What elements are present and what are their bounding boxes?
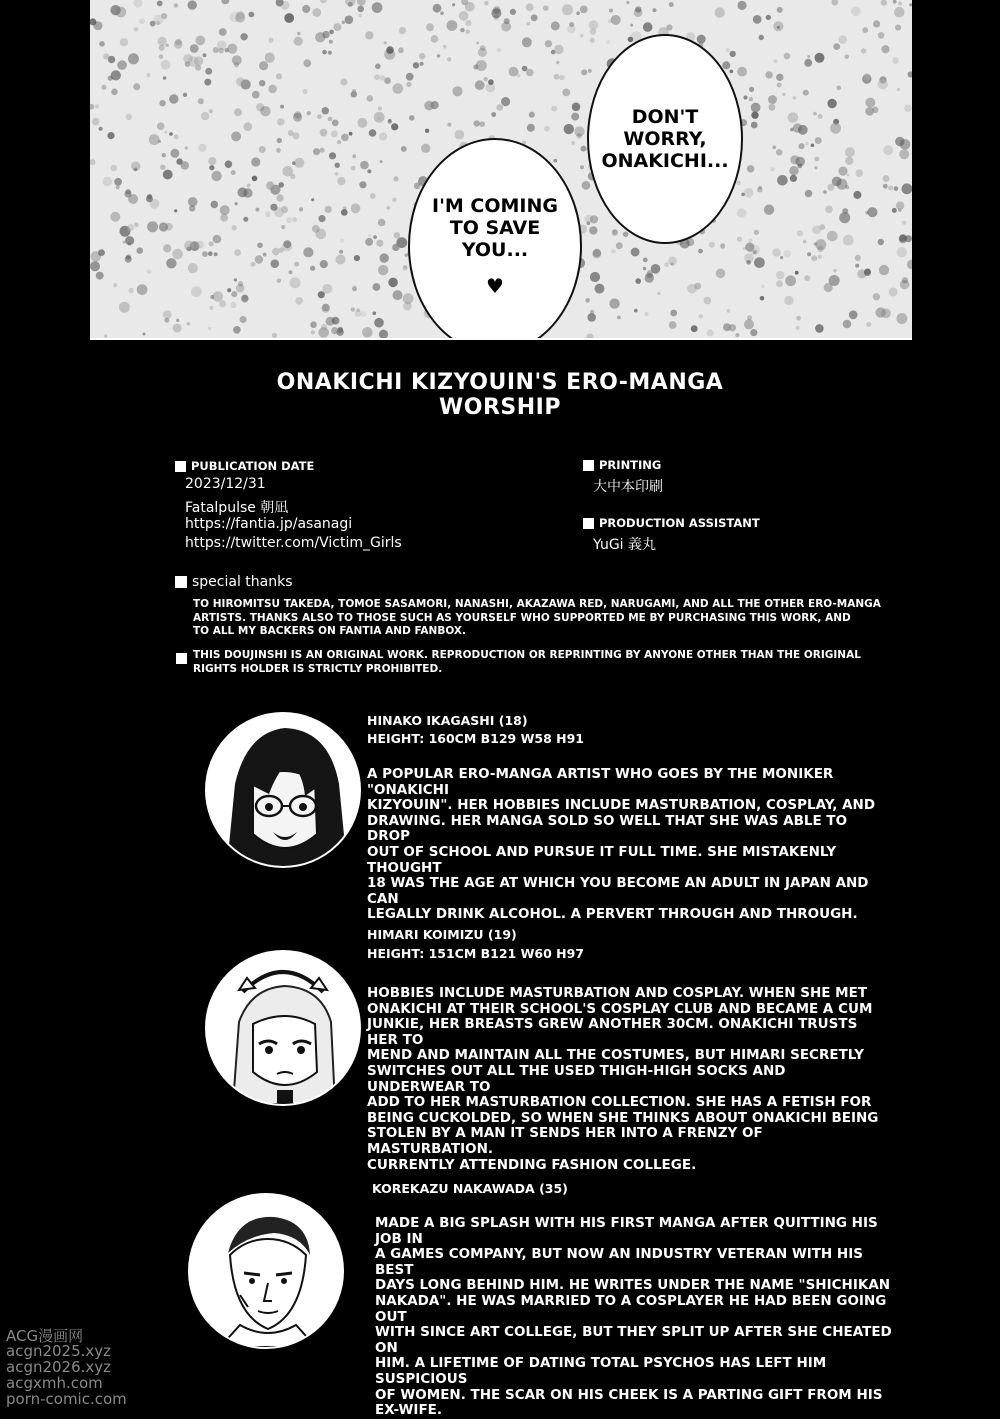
square-bullet-icon — [175, 576, 187, 588]
label-text: special thanks — [192, 574, 293, 590]
bubble-line: WORRY, — [623, 128, 707, 150]
desc-line: NAKADA". HE WAS MARRIED TO A COSPLAYER HE HAD BEEN GOING OUT — [375, 1292, 887, 1325]
production-assistant-label — [583, 516, 760, 530]
character-description — [367, 986, 887, 1173]
character-portrait-himari — [205, 950, 361, 1106]
desc-line: BEING CUCKOLDED, SO WHEN SHE THINKS ABOUT ONAKICHI BEING — [367, 1109, 879, 1126]
bubble-line: ONAKICHI... — [601, 150, 729, 172]
character-name: KOREKAZU NAKAWADA (35) — [372, 1181, 568, 1196]
speech-bubble-right — [587, 34, 743, 244]
desc-line: DRAWING. HER MANGA SOLD SO WELL THAT SHE WAS ABLE TO DROP — [367, 812, 848, 845]
publication-date-label — [175, 459, 314, 473]
desc-line: LEGALLY DRINK ALCOHOL. A PERVERT THROUGH AND THROUGH. — [367, 906, 858, 923]
label-text: PRODUCTION ASSISTANT — [599, 516, 760, 530]
watermark-text: acgn2025.xyz — [6, 1342, 112, 1360]
character-name: HIMARI KOIMIZU (19) — [367, 927, 517, 942]
thanks-line: ARTISTS. THANKS ALSO TO THOSE SUCH AS YOURSELF WHO SUPPORTED ME BY PURCHASING THIS WORK, AND — [193, 611, 851, 624]
special-thanks-text — [193, 598, 881, 639]
desc-line: ONAKICHI AT THEIR SCHOOL'S COSPLAY CLUB AND BECAME A CUM — [367, 1000, 873, 1017]
square-bullet-icon — [583, 518, 594, 529]
desc-line: SWITCHES OUT ALL THE USED THIGH-HIGH SOCKS AND UNDERWEAR TO — [367, 1062, 786, 1095]
watermark-text: acgn2026.xyz — [6, 1358, 112, 1376]
bubble-line: I'M COMING — [432, 195, 558, 217]
bubble-line: YOU... — [461, 239, 529, 261]
printing-label — [583, 458, 661, 472]
desc-line: 18 WAS THE AGE AT WHICH YOU BECOME AN ADULT IN JAPAN AND CAN — [367, 875, 869, 907]
character-description — [375, 1216, 905, 1419]
square-bullet-icon — [175, 461, 186, 472]
author-name: Fatalpulse 朝凪 — [185, 500, 289, 516]
twitter-link: https://twitter.com/Victim_Girls — [185, 535, 402, 551]
thanks-line: TO ALL MY BACKERS ON FANTIA AND FANBOX. — [193, 625, 466, 637]
printing-value: 大中本印刷 — [593, 479, 663, 495]
desc-line: HIM. A LIFETIME OF DATING TOTAL PSYCHOS HAS LEFT HIM SUSPICIOUS — [375, 1355, 827, 1387]
square-bullet-icon — [583, 460, 594, 471]
desc-line: DAYS LONG BEHIND HIM. HE WRITES UNDER THE NAME "SHICHIKAN — [375, 1277, 891, 1294]
production-assistant-value: YuGi 義丸 — [593, 537, 657, 553]
copyright-notice — [193, 649, 861, 676]
desc-line: CURRENTLY ATTENDING FASHION COLLEGE. — [367, 1156, 697, 1173]
thanks-line: TO HIROMITSU TAKEDA, TOMOE SASAMORI, NANASHI, AKAZAWA RED, NARUGAMI, AND ALL THE OTHER ERO-MANGA — [193, 598, 881, 610]
desc-line: STOLEN BY A MAN IT SENDS HER INTO A FRENZY OF MASTURBATION. — [367, 1125, 763, 1157]
desc-line: JUNKIE, HER BREASTS GREW ANOTHER 30CM. ONAKICHI TRUSTS HER TO — [367, 1016, 858, 1048]
desc-line: MADE A BIG SPLASH WITH HIS FIRST MANGA AFTER QUITTING HIS JOB IN — [375, 1215, 878, 1247]
special-thanks-label — [175, 574, 293, 590]
watermark-text: acgxmh.com — [6, 1374, 103, 1392]
character-portrait-hinako — [205, 712, 361, 868]
watermark-text: ACG漫画网 — [6, 1327, 84, 1345]
label-text: PUBLICATION DATE — [191, 459, 315, 473]
desc-line: ADD TO HER MASTURBATION COLLECTION. SHE HAS A FETISH FOR — [367, 1094, 872, 1111]
page-title-line2: WORSHIP — [439, 395, 561, 420]
publication-date: 2023/12/31 — [185, 476, 266, 492]
character-stats: HEIGHT: 151CM B121 W60 H97 — [367, 946, 584, 961]
character-name: HINAKO IKAGASHI (18) — [367, 713, 528, 728]
character-stats: HEIGHT: 160CM B129 W58 H91 — [367, 731, 584, 746]
character-description — [367, 767, 887, 923]
page-title-line1: ONAKICHI KIZYOUIN'S ERO-MANGA — [276, 370, 724, 395]
speech-bubble-left — [408, 138, 582, 340]
desc-line: EX-WIFE. — [375, 1402, 443, 1419]
desc-line: HOBBIES INCLUDE MASTURBATION AND COSPLAY. WHEN SHE MET — [367, 985, 868, 1001]
bubble-line: DON'T — [631, 106, 699, 128]
notice-line: RIGHTS HOLDER IS STRICTLY PROHIBITED. — [193, 662, 443, 675]
desc-line: A POPULAR ERO-MANGA ARTIST WHO GOES BY THE MONIKER "ONAKICHI — [367, 766, 834, 798]
desc-line: A GAMES COMPANY, BUT NOW AN INDUSTRY VETERAN WITH HIS BEST — [375, 1246, 863, 1278]
manga-panel — [90, 0, 912, 340]
notice-line: THIS DOUJINSHI IS AN ORIGINAL WORK. REPRODUCTION OR REPRINTING BY ANYONE OTHER THAN THE ORIGINAL — [193, 649, 861, 661]
heart-icon: ♥ — [486, 274, 504, 298]
character-portrait-korekazu — [188, 1193, 344, 1349]
label-text: PRINTING — [599, 458, 662, 472]
square-bullet-icon — [176, 653, 187, 664]
watermark-text: porn-comic.com — [6, 1390, 127, 1408]
desc-line: OF WOMEN. THE SCAR ON HIS CHEEK IS A PARTING GIFT FROM HIS — [375, 1386, 883, 1403]
desc-line: KIZYOUIN". HER HOBBIES INCLUDE MASTURBATION, COSPLAY, AND — [367, 797, 876, 814]
desc-line: MEND AND MAINTAIN ALL THE COSTUMES, BUT HIMARI SECRETLY — [367, 1047, 865, 1064]
fantia-link: https://fantia.jp/asanagi — [185, 516, 353, 532]
desc-line: OUT OF SCHOOL AND PURSUE IT FULL TIME. SHE MISTAKENLY THOUGHT — [367, 843, 837, 876]
bubble-line: TO SAVE — [449, 217, 541, 239]
desc-line: WITH SINCE ART COLLEGE, BUT THEY SPLIT UP AFTER SHE CHEATED ON — [375, 1324, 892, 1356]
